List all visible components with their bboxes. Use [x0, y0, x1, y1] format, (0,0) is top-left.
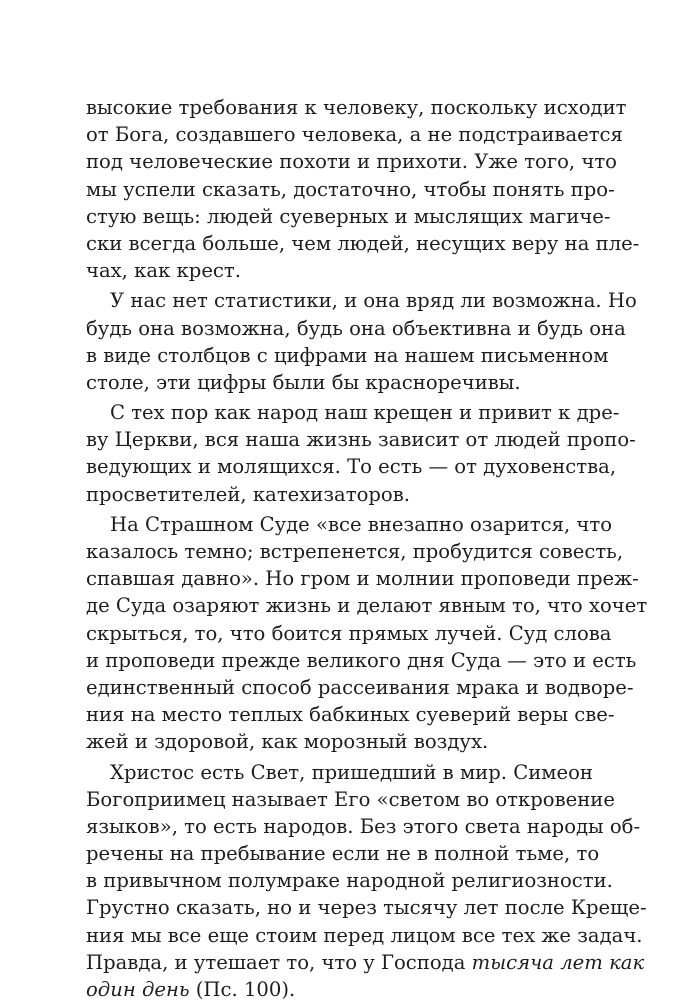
text-line: под человеческие похоти и прихоти. Уже того, что — [86, 148, 583, 175]
citation: (Пс. 100). — [190, 978, 296, 1001]
paragraph-2 — [86, 287, 583, 396]
text-line-mixed — [86, 976, 583, 1003]
text-line: от Бога, создавшего человека, а не подстраивается — [86, 121, 583, 148]
text-line: столе, эти цифры были бы красноречивы. — [86, 369, 583, 396]
text-line: спавшая давно». Но гром и молнии проповеди преж- — [86, 565, 583, 592]
text-line: У нас нет статистики, и она вряд ли возможна. Но — [86, 287, 583, 314]
text-line: Богоприимец называет Его «светом во откровение — [86, 786, 583, 813]
text-line: высокие требования к человеку, поскольку исходит — [86, 94, 583, 121]
text-line: ния мы все еще стоим перед лицом все тех же задач. — [86, 922, 583, 949]
text-line: скрыться, то, что боится прямых лучей. Суд слова — [86, 620, 583, 647]
text-line: Христос есть Свет, пришедший в мир. Симеон — [86, 759, 583, 786]
text-line: речены на пребывание если не в полной тьме, то — [86, 840, 583, 867]
text-line: просветителей, катехизаторов. — [86, 481, 583, 508]
text-line: ния на место теплых бабкиных суеверий веры све- — [86, 701, 583, 728]
text-line: На Страшном Суде «все внезапно озарится, что — [86, 511, 583, 538]
paragraph-1 — [86, 94, 583, 284]
text-line: де Суда озаряют жизнь и делают явным то, что хочет — [86, 592, 583, 619]
text-line: единственный способ рассеивания мрака и водворе- — [86, 674, 583, 701]
text-line: стую вещь: людей суеверных и мыслящих магиче- — [86, 203, 583, 230]
text-line-mixed — [86, 949, 583, 976]
italic-quote: тысяча лет как — [472, 951, 645, 974]
text-line: казалось темно; встрепенется, пробудится совесть, — [86, 538, 583, 565]
text-line: ведующих и молящихся. То есть — от духовенства, — [86, 453, 583, 480]
text-line: в виде столбцов с цифрами на нашем письменном — [86, 342, 583, 369]
text-line: ву Церкви, вся наша жизнь зависит от людей пропо- — [86, 426, 583, 453]
text-line: С тех пор как народ наш крещен и привит к дре- — [86, 399, 583, 426]
paragraph-5 — [86, 759, 583, 1003]
text-line: мы успели сказать, достаточно, чтобы понять про- — [86, 176, 583, 203]
text-line: Грустно сказать, но и через тысячу лет после Креще- — [86, 894, 583, 921]
text-line: ски всегда больше, чем людей, несущих веру на пле- — [86, 230, 583, 257]
text-segment: Правда, и утешает то, что у Господа — [86, 951, 465, 974]
text-line: чах, как крест. — [86, 257, 583, 284]
book-page — [86, 94, 583, 1003]
text-line: языков», то есть народов. Без этого света народы об- — [86, 813, 583, 840]
paragraph-3 — [86, 399, 583, 508]
text-line: жей и здоровой, как морозный воздух. — [86, 728, 583, 755]
text-line: и проповеди прежде великого дня Суда — это и есть — [86, 647, 583, 674]
paragraph-4 — [86, 511, 583, 756]
text-line: в привычном полумраке народной религиозности. — [86, 867, 583, 894]
text-line: будь она возможна, будь она объективна и будь она — [86, 315, 583, 342]
italic-quote: один день — [86, 978, 190, 1001]
